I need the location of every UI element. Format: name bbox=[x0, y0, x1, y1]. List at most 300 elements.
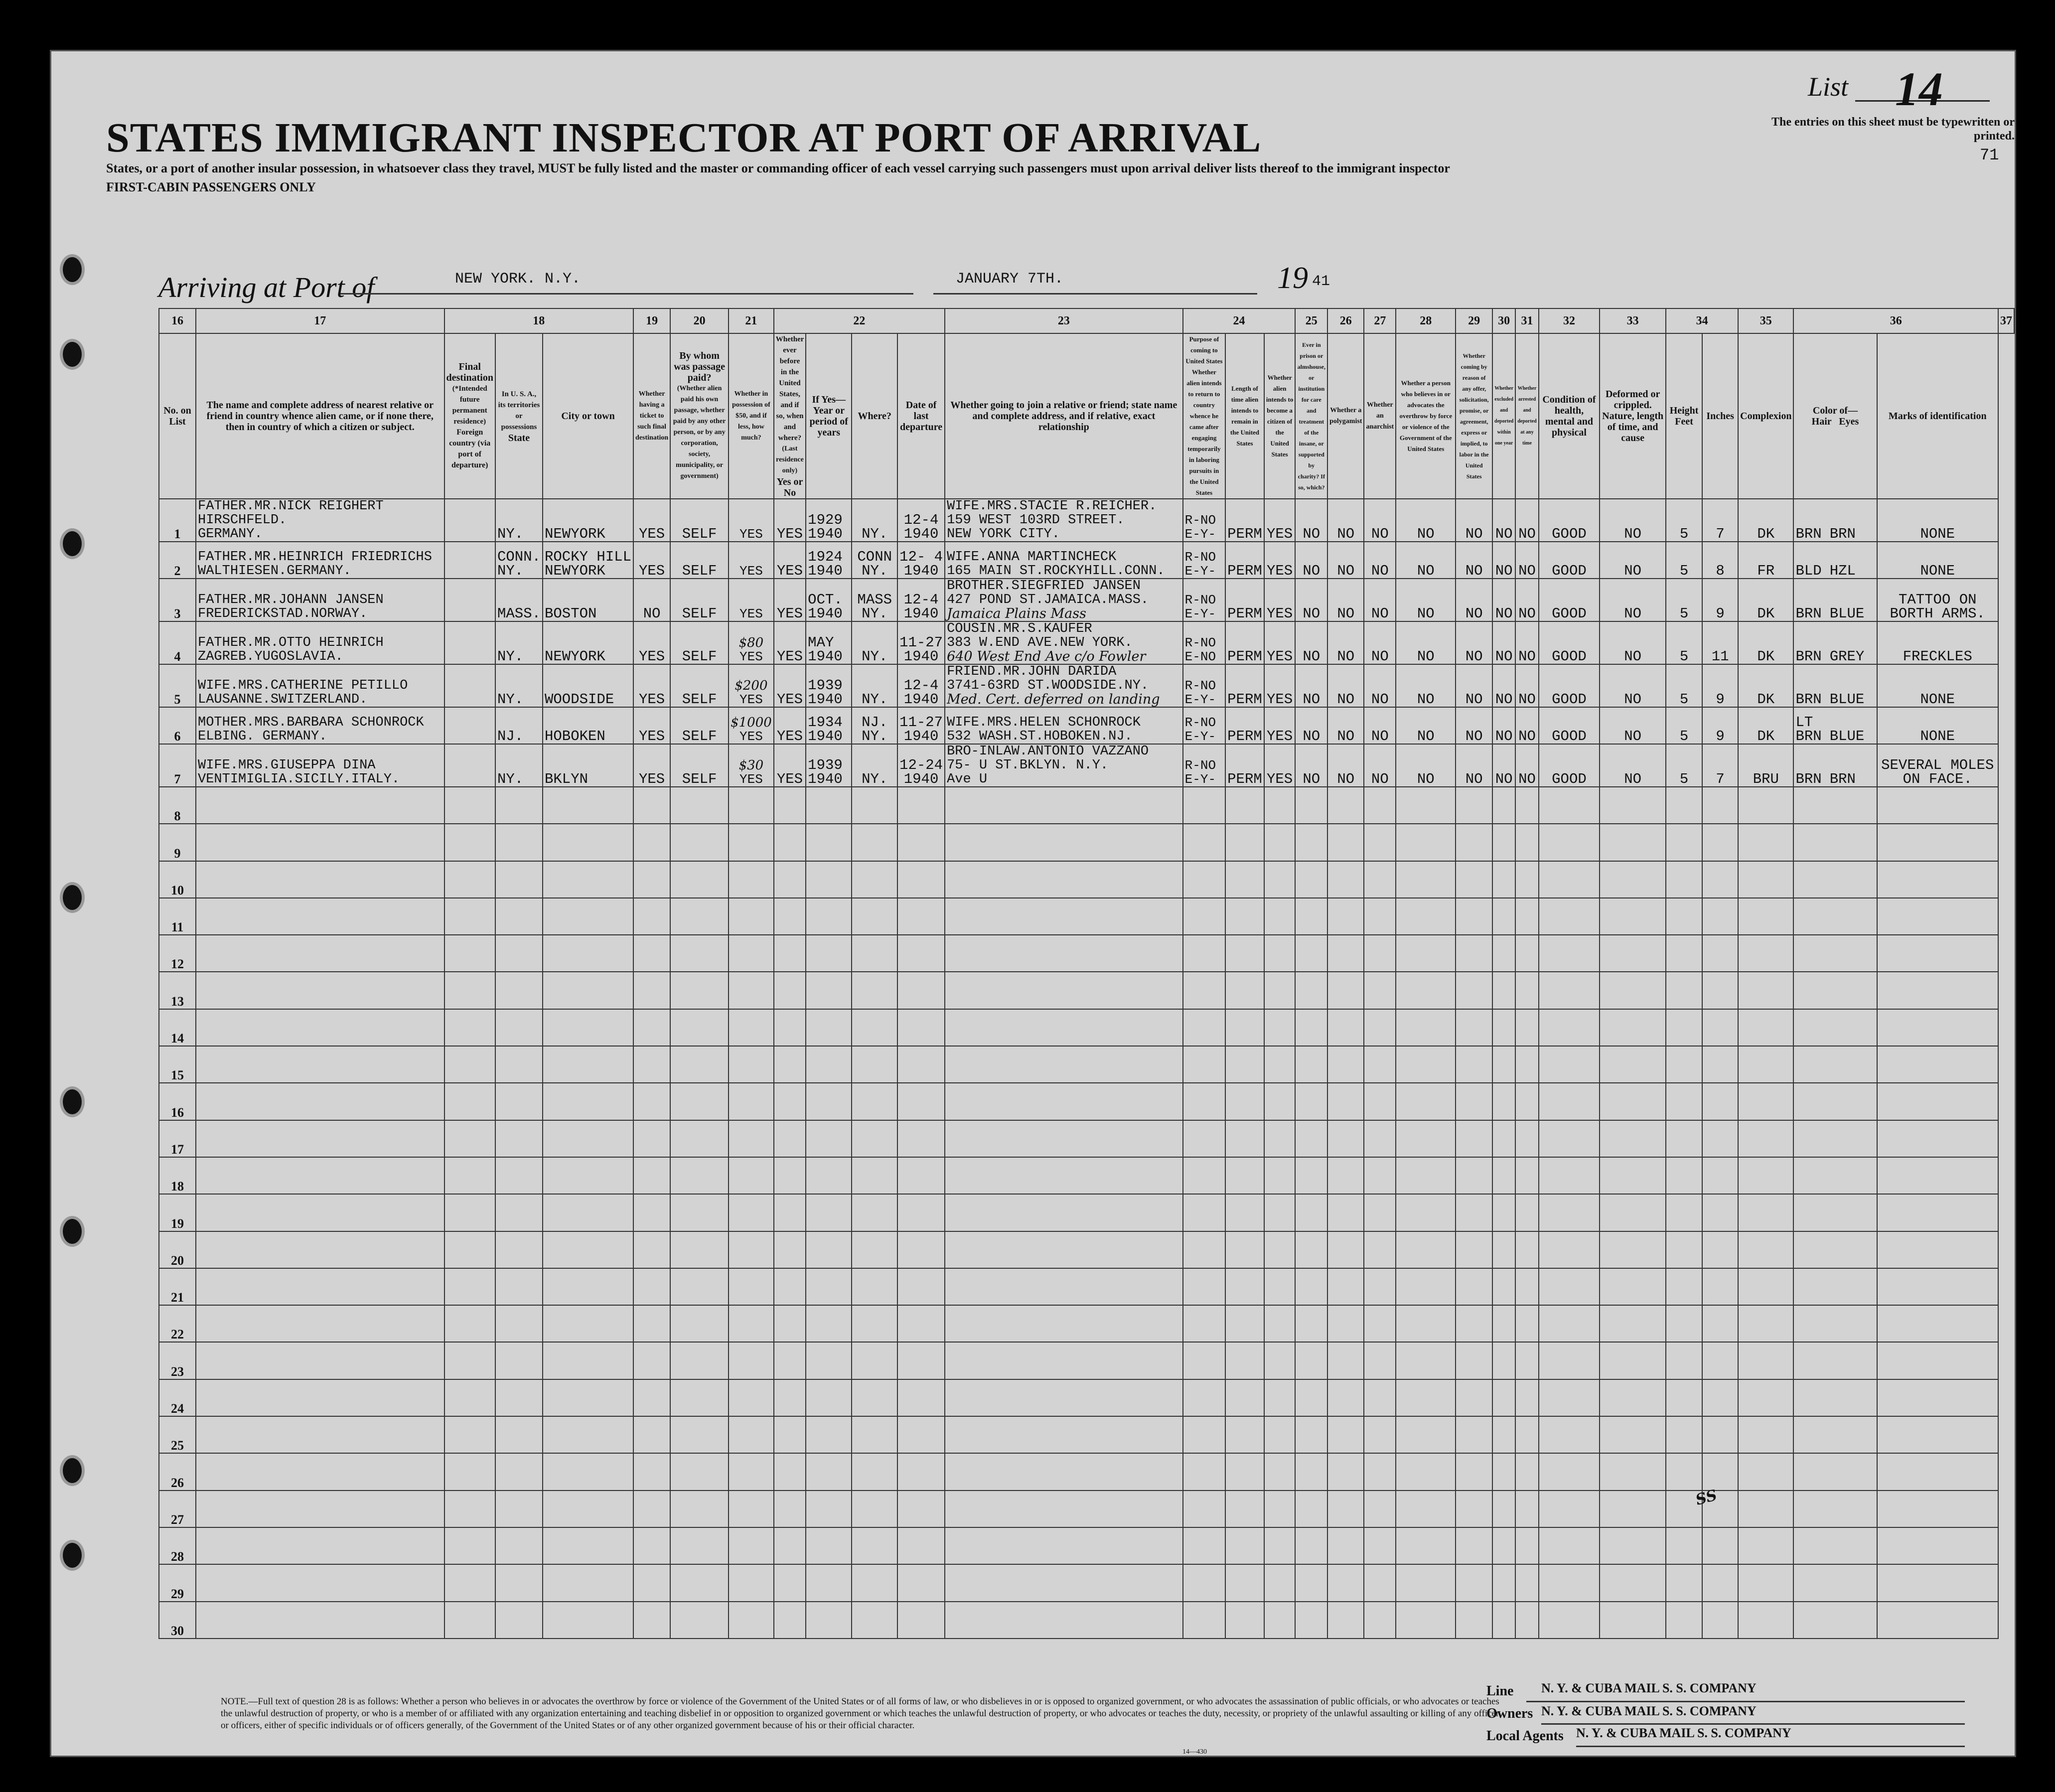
cell-yn bbox=[774, 1342, 806, 1379]
field-state: NY. bbox=[497, 648, 524, 664]
cell-health bbox=[1539, 1453, 1600, 1490]
cell-p3 bbox=[1225, 1491, 1264, 1527]
cell-city bbox=[543, 1527, 633, 1564]
cell-no: 29 bbox=[159, 1564, 196, 1601]
cell-ft bbox=[1666, 542, 1702, 579]
cell-in bbox=[1702, 1527, 1738, 1564]
cell-p4 bbox=[1264, 579, 1296, 621]
field-health: GOOD bbox=[1552, 605, 1587, 621]
cell-dep bbox=[897, 1564, 945, 1601]
cell-foreign bbox=[444, 1602, 495, 1639]
cell-dep bbox=[897, 824, 945, 861]
field-q26: NO bbox=[1337, 605, 1355, 621]
binder-hole bbox=[60, 528, 85, 559]
cell-ticket bbox=[633, 1083, 670, 1120]
cell-state bbox=[495, 1046, 543, 1083]
cell-foreign bbox=[444, 1231, 495, 1268]
cell-q28 bbox=[1396, 1453, 1456, 1490]
cell-comp bbox=[1738, 499, 1793, 542]
cell-ticket bbox=[633, 1602, 670, 1639]
hdr-final-destination-note: (*Intended future permanent residence) bbox=[452, 385, 487, 426]
field-city2: NEWYORK bbox=[545, 563, 605, 579]
field-rel3: GERMANY. bbox=[198, 527, 263, 542]
cell-comp bbox=[1738, 824, 1793, 861]
cell-dep bbox=[897, 1157, 945, 1194]
cell-q27 bbox=[1364, 1231, 1396, 1268]
cell-deformed bbox=[1600, 1491, 1666, 1527]
cell-comp bbox=[1738, 744, 1793, 787]
cell-p3 bbox=[1225, 1231, 1264, 1268]
cell-p1 bbox=[1183, 1602, 1226, 1639]
cell-comp bbox=[1738, 898, 1793, 935]
field-rel2: HIRSCHFELD. bbox=[198, 513, 287, 528]
cell-ft bbox=[1666, 664, 1702, 707]
field-hand: Jamaica Plains Mass bbox=[947, 606, 1086, 621]
passenger-row bbox=[159, 499, 2014, 542]
cell-dep bbox=[897, 664, 945, 707]
field-rel2: LAUSANNE.SWITZERLAND. bbox=[198, 692, 368, 707]
cell-health bbox=[1539, 664, 1600, 707]
cell-foreign bbox=[444, 1194, 495, 1231]
cell-no bbox=[159, 542, 196, 579]
cell-q27 bbox=[1364, 1379, 1396, 1416]
field-p2: E-NO bbox=[1184, 649, 1216, 664]
field-city: NEWYORK bbox=[545, 648, 605, 664]
manifest-sheet bbox=[50, 50, 2016, 1757]
field-q30: NO bbox=[1495, 691, 1513, 707]
cell-ft bbox=[1666, 1564, 1702, 1601]
cell-q29 bbox=[1456, 1342, 1492, 1379]
field-q27: NO bbox=[1371, 728, 1389, 744]
cell-deformed bbox=[1600, 1379, 1666, 1416]
cell-p3 bbox=[1225, 1527, 1264, 1564]
field-ft: 5 bbox=[1679, 728, 1689, 744]
field-city: BOSTON bbox=[545, 605, 597, 621]
cell-p3 bbox=[1225, 1009, 1264, 1046]
field-yr1: 1929 bbox=[808, 512, 843, 528]
cell-q26 bbox=[1327, 1416, 1364, 1453]
cell-q31 bbox=[1515, 1305, 1538, 1342]
cell-p4 bbox=[1264, 972, 1296, 1009]
cell-paid bbox=[670, 935, 729, 972]
cell-ticket bbox=[633, 1120, 670, 1157]
passenger-row bbox=[159, 707, 2014, 744]
cell-q30 bbox=[1492, 972, 1515, 1009]
cell-q30 bbox=[1492, 1083, 1515, 1120]
field-where2: NY. bbox=[862, 605, 888, 621]
cell-q28 bbox=[1396, 787, 1456, 824]
cell-p3 bbox=[1225, 861, 1264, 898]
cell-state bbox=[495, 1231, 543, 1268]
cell-ticket bbox=[633, 1491, 670, 1527]
cell-where bbox=[852, 1491, 897, 1527]
field-rel2: VENTIMIGLIA.SICILY.ITALY. bbox=[198, 772, 400, 787]
binder-hole bbox=[60, 1086, 85, 1117]
cell-health bbox=[1539, 1194, 1600, 1231]
cell-p3 bbox=[1225, 707, 1264, 744]
col-num: 28 bbox=[1396, 308, 1456, 333]
cell-yn bbox=[774, 1046, 806, 1083]
cell-p4 bbox=[1264, 664, 1296, 707]
cell-city bbox=[543, 1379, 633, 1416]
cell-city bbox=[543, 664, 633, 707]
agents-value: N. Y. & CUBA MAIL S. S. COMPANY bbox=[1576, 1726, 1791, 1740]
cell-dep bbox=[897, 1491, 945, 1527]
cell-haireyes bbox=[1793, 1602, 1877, 1639]
binder-hole bbox=[60, 882, 85, 913]
field-q25: NO bbox=[1303, 605, 1321, 621]
field-marks2: NONE bbox=[1920, 728, 1955, 744]
cell-p4 bbox=[1264, 1527, 1296, 1564]
passenger-row bbox=[159, 664, 2014, 707]
cell-no: 28 bbox=[159, 1527, 196, 1564]
cell-ft bbox=[1666, 1194, 1702, 1231]
cell-comp bbox=[1738, 579, 1793, 621]
date-value: JANUARY 7TH. bbox=[956, 271, 1064, 288]
cell-paid bbox=[670, 1527, 729, 1564]
cell-state bbox=[495, 1453, 543, 1490]
field-q29: NO bbox=[1465, 605, 1483, 621]
cell-q29 bbox=[1456, 1231, 1492, 1268]
column-number-row bbox=[159, 308, 2014, 333]
cell-health bbox=[1539, 542, 1600, 579]
col-num: 29 bbox=[1456, 308, 1492, 333]
list-number: 14 bbox=[1895, 62, 1943, 116]
cell-marks bbox=[1877, 1453, 1998, 1490]
cell-p1 bbox=[1183, 499, 1226, 542]
field-marks2: NONE bbox=[1920, 563, 1955, 579]
field-hair: BRN bbox=[1795, 691, 1822, 707]
cell-p4 bbox=[1264, 935, 1296, 972]
cell-in bbox=[1702, 898, 1738, 935]
cell-p3 bbox=[1225, 1564, 1264, 1601]
empty-row bbox=[159, 1342, 2014, 1379]
cell-p1 bbox=[1183, 1416, 1226, 1453]
cell-state bbox=[495, 1602, 543, 1639]
cell-q26 bbox=[1327, 1379, 1364, 1416]
field-money_hand: $200 bbox=[734, 678, 768, 693]
field-join2: 3741-63RD ST.WOODSIDE.NY. bbox=[947, 678, 1149, 693]
cell-p1 bbox=[1183, 542, 1226, 579]
cell-marks bbox=[1877, 935, 1998, 972]
cell-q27 bbox=[1364, 744, 1396, 787]
cell-q29 bbox=[1456, 898, 1492, 935]
field-eyes: BRN bbox=[1829, 771, 1856, 787]
cell-haireyes bbox=[1793, 621, 1877, 664]
cell-city bbox=[543, 1231, 633, 1268]
cell-money bbox=[729, 1602, 774, 1639]
field-p4: YES bbox=[1267, 728, 1293, 744]
cell-p4 bbox=[1264, 861, 1296, 898]
cell-foreign bbox=[444, 1157, 495, 1194]
field-city: WOODSIDE bbox=[545, 691, 614, 707]
cell-marks bbox=[1877, 707, 1998, 744]
cell-q31 bbox=[1515, 621, 1538, 664]
cell-p1 bbox=[1183, 1268, 1226, 1305]
cell-rel bbox=[196, 1120, 444, 1157]
field-comp: DK bbox=[1757, 648, 1775, 664]
form-title: STATES IMMIGRANT INSPECTOR AT PORT OF ARRIVAL bbox=[106, 115, 1262, 161]
cell-no: 15 bbox=[159, 1046, 196, 1083]
cell-p3 bbox=[1225, 824, 1264, 861]
field-p3: PERM bbox=[1227, 648, 1262, 664]
empty-row bbox=[159, 1046, 2014, 1083]
hdr-purpose-a-text: Whether alien intends to return to country whence he came after engaging temporarily in laboring pursuits in the United States bbox=[1186, 368, 1222, 496]
cell-q26 bbox=[1327, 542, 1364, 579]
cell-q29 bbox=[1456, 621, 1492, 664]
cell-q25 bbox=[1295, 1379, 1327, 1416]
cell-p3 bbox=[1225, 898, 1264, 935]
hdr-yes-no bbox=[774, 333, 806, 499]
cell-q29 bbox=[1456, 861, 1492, 898]
cell-in bbox=[1702, 1602, 1738, 1639]
field-comp: DK bbox=[1757, 526, 1775, 542]
cell-p1 bbox=[1183, 972, 1226, 1009]
col-num: 19 bbox=[633, 308, 670, 333]
passenger-row bbox=[159, 542, 2014, 579]
col-num: 36 bbox=[1793, 308, 1998, 333]
cell-deformed bbox=[1600, 935, 1666, 972]
field-hand: Med. Cert. deferred on landing bbox=[947, 692, 1160, 707]
field-dep2: 1940 bbox=[903, 648, 939, 664]
field-q28: NO bbox=[1417, 691, 1435, 707]
empty-row bbox=[159, 1231, 2014, 1268]
field-deformed: NO bbox=[1624, 691, 1642, 707]
cell-paid bbox=[670, 621, 729, 664]
field-rel1: FATHER.MR.HEINRICH FRIEDRICHS bbox=[198, 550, 432, 565]
cell-yn bbox=[774, 1194, 806, 1231]
cell-yr bbox=[806, 1453, 852, 1490]
cell-dep bbox=[897, 744, 945, 787]
field-rel1: FATHER.MR.OTTO HEINRICH bbox=[198, 635, 384, 650]
cell-no bbox=[159, 707, 196, 744]
cell-ticket bbox=[633, 1564, 670, 1601]
cell-q28 bbox=[1396, 1268, 1456, 1305]
hdr-anarchist: Whether an anarchist bbox=[1364, 333, 1396, 499]
cell-state bbox=[495, 1305, 543, 1342]
cell-join bbox=[945, 861, 1183, 898]
cell-where bbox=[852, 621, 897, 664]
cell-haireyes bbox=[1793, 1342, 1877, 1379]
col-num: 34 bbox=[1666, 308, 1738, 333]
cell-deformed bbox=[1600, 621, 1666, 664]
cell-in bbox=[1702, 664, 1738, 707]
cell-ticket bbox=[633, 707, 670, 744]
field-marks1: TATTOO ON bbox=[1898, 592, 1977, 608]
cell-in bbox=[1702, 744, 1738, 787]
cell-q27 bbox=[1364, 1268, 1396, 1305]
cell-q27 bbox=[1364, 935, 1396, 972]
cell-money bbox=[729, 861, 774, 898]
cell-q30 bbox=[1492, 1527, 1515, 1564]
cell-ticket bbox=[633, 1416, 670, 1453]
cell-q31 bbox=[1515, 861, 1538, 898]
field-join2: 75- U ST.BKLYN. N.Y. bbox=[947, 758, 1109, 773]
cell-paid bbox=[670, 1416, 729, 1453]
cell-ft bbox=[1666, 935, 1702, 972]
entries-note: The entries on this sheet must be typewritten or printed. bbox=[1771, 116, 2015, 143]
cell-haireyes bbox=[1793, 861, 1877, 898]
cell-q29 bbox=[1456, 824, 1492, 861]
cell-where bbox=[852, 1527, 897, 1564]
cell-q27 bbox=[1364, 1602, 1396, 1639]
field-p2: E-Y- bbox=[1184, 692, 1216, 707]
cell-city bbox=[543, 621, 633, 664]
cell-haireyes bbox=[1793, 707, 1877, 744]
cell-q28 bbox=[1396, 1379, 1456, 1416]
cell-ticket bbox=[633, 542, 670, 579]
field-yr1: OCT. bbox=[808, 592, 843, 608]
cell-paid bbox=[670, 1009, 729, 1046]
field-p4: YES bbox=[1267, 691, 1293, 707]
binder-hole bbox=[60, 339, 85, 370]
cell-state bbox=[495, 1564, 543, 1601]
field-join2: 532 WASH.ST.HOBOKEN.NJ. bbox=[947, 729, 1133, 744]
cell-join bbox=[945, 1564, 1183, 1601]
cell-p4 bbox=[1264, 744, 1296, 787]
field-marks2: FRECKLES bbox=[1903, 648, 1972, 664]
cell-money bbox=[729, 664, 774, 707]
cell-q26 bbox=[1327, 621, 1364, 664]
cell-join bbox=[945, 935, 1183, 972]
cell-p1 bbox=[1183, 1009, 1226, 1046]
cell-ticket bbox=[633, 1046, 670, 1083]
field-p1: R-NO bbox=[1184, 635, 1216, 650]
cell-p3 bbox=[1225, 1453, 1264, 1490]
cell-q28 bbox=[1396, 972, 1456, 1009]
cell-rel bbox=[196, 1231, 444, 1268]
line-label: Line bbox=[1486, 1683, 1514, 1699]
cell-p3 bbox=[1225, 542, 1264, 579]
cell-q25 bbox=[1295, 1194, 1327, 1231]
cell-state bbox=[495, 1416, 543, 1453]
cell-q28 bbox=[1396, 1527, 1456, 1564]
cell-yr bbox=[806, 1416, 852, 1453]
cell-city bbox=[543, 972, 633, 1009]
cell-comp bbox=[1738, 1602, 1793, 1639]
field-ticket: YES bbox=[638, 648, 665, 664]
field-yr1: 1939 bbox=[808, 677, 843, 694]
cell-haireyes bbox=[1793, 579, 1877, 621]
hdr-purpose-a bbox=[1183, 333, 1226, 499]
cell-money bbox=[729, 1491, 774, 1527]
cell-haireyes bbox=[1793, 1120, 1877, 1157]
cell-rel bbox=[196, 1379, 444, 1416]
field-in: 8 bbox=[1716, 563, 1725, 579]
cell-paid bbox=[670, 1046, 729, 1083]
cell-yr bbox=[806, 1342, 852, 1379]
cell-in bbox=[1702, 1009, 1738, 1046]
cell-marks bbox=[1877, 1379, 1998, 1416]
cell-yr bbox=[806, 1083, 852, 1120]
cell-in bbox=[1702, 542, 1738, 579]
cell-paid bbox=[670, 972, 729, 1009]
cell-q25 bbox=[1295, 664, 1327, 707]
cell-dep bbox=[897, 621, 945, 664]
hdr-where: Where? bbox=[852, 333, 897, 499]
cell-rel bbox=[196, 664, 444, 707]
cell-q29 bbox=[1456, 1602, 1492, 1639]
cell-foreign bbox=[444, 1268, 495, 1305]
cell-rel bbox=[196, 1342, 444, 1379]
col-num: 32 bbox=[1539, 308, 1600, 333]
empty-row bbox=[159, 861, 2014, 898]
field-comp: DK bbox=[1757, 728, 1775, 744]
cell-health bbox=[1539, 1564, 1600, 1601]
cell-q27 bbox=[1364, 1416, 1396, 1453]
cell-marks bbox=[1877, 499, 1998, 542]
cell-paid bbox=[670, 1120, 729, 1157]
cell-ticket bbox=[633, 499, 670, 542]
field-dep2: 1940 bbox=[903, 691, 939, 707]
cell-deformed bbox=[1600, 1046, 1666, 1083]
cell-state bbox=[495, 1527, 543, 1564]
hdr-foreign-country bbox=[444, 333, 495, 499]
cell-p1 bbox=[1183, 787, 1226, 824]
year-suffix: 41 bbox=[1312, 273, 1330, 290]
field-yn: YES bbox=[776, 771, 803, 787]
owners-value: N. Y. & CUBA MAIL S. S. COMPANY bbox=[1541, 1704, 1757, 1718]
hdr-height: Height bbox=[1669, 405, 1699, 416]
cell-yn bbox=[774, 824, 806, 861]
field-hair: BLD bbox=[1795, 563, 1822, 579]
cell-q29 bbox=[1456, 707, 1492, 744]
cell-marks bbox=[1877, 1342, 1998, 1379]
cell-q25 bbox=[1295, 1416, 1327, 1453]
cell-p4 bbox=[1264, 1120, 1296, 1157]
cell-city bbox=[543, 1491, 633, 1527]
hdr-ticket: Whether having a ticket to such final destination bbox=[633, 333, 670, 499]
cell-in bbox=[1702, 1083, 1738, 1120]
cell-dep bbox=[897, 972, 945, 1009]
cell-q27 bbox=[1364, 824, 1396, 861]
cell-state bbox=[495, 898, 543, 935]
field-health: GOOD bbox=[1552, 526, 1587, 542]
cell-yr bbox=[806, 1527, 852, 1564]
cell-health bbox=[1539, 1046, 1600, 1083]
cell-state bbox=[495, 664, 543, 707]
cell-p1 bbox=[1183, 1305, 1226, 1342]
field-yr1: 1934 bbox=[808, 714, 843, 731]
field-p3: PERM bbox=[1227, 728, 1262, 744]
cell-q26 bbox=[1327, 861, 1364, 898]
cell-deformed bbox=[1600, 1527, 1666, 1564]
cell-state bbox=[495, 1268, 543, 1305]
cell-foreign bbox=[444, 972, 495, 1009]
cell-comp bbox=[1738, 1564, 1793, 1601]
cell-foreign bbox=[444, 707, 495, 744]
field-q26: NO bbox=[1337, 691, 1355, 707]
hdr-year-period bbox=[806, 333, 852, 499]
cell-q29 bbox=[1456, 1527, 1492, 1564]
cell-ticket bbox=[633, 621, 670, 664]
cell-join bbox=[945, 1120, 1183, 1157]
cell-city bbox=[543, 861, 633, 898]
cell-q29 bbox=[1456, 1416, 1492, 1453]
cell-q30 bbox=[1492, 1268, 1515, 1305]
cell-q29 bbox=[1456, 1491, 1492, 1527]
cell-q31 bbox=[1515, 824, 1538, 861]
cell-ft bbox=[1666, 972, 1702, 1009]
field-q31: NO bbox=[1518, 526, 1536, 542]
cell-p1 bbox=[1183, 1231, 1226, 1268]
field-q29: NO bbox=[1465, 771, 1483, 787]
field-dep2: 1940 bbox=[903, 771, 939, 787]
field-hair: BRN bbox=[1795, 526, 1822, 542]
field-money: YES bbox=[739, 729, 763, 744]
cell-yr bbox=[806, 1194, 852, 1231]
cell-q28 bbox=[1396, 499, 1456, 542]
